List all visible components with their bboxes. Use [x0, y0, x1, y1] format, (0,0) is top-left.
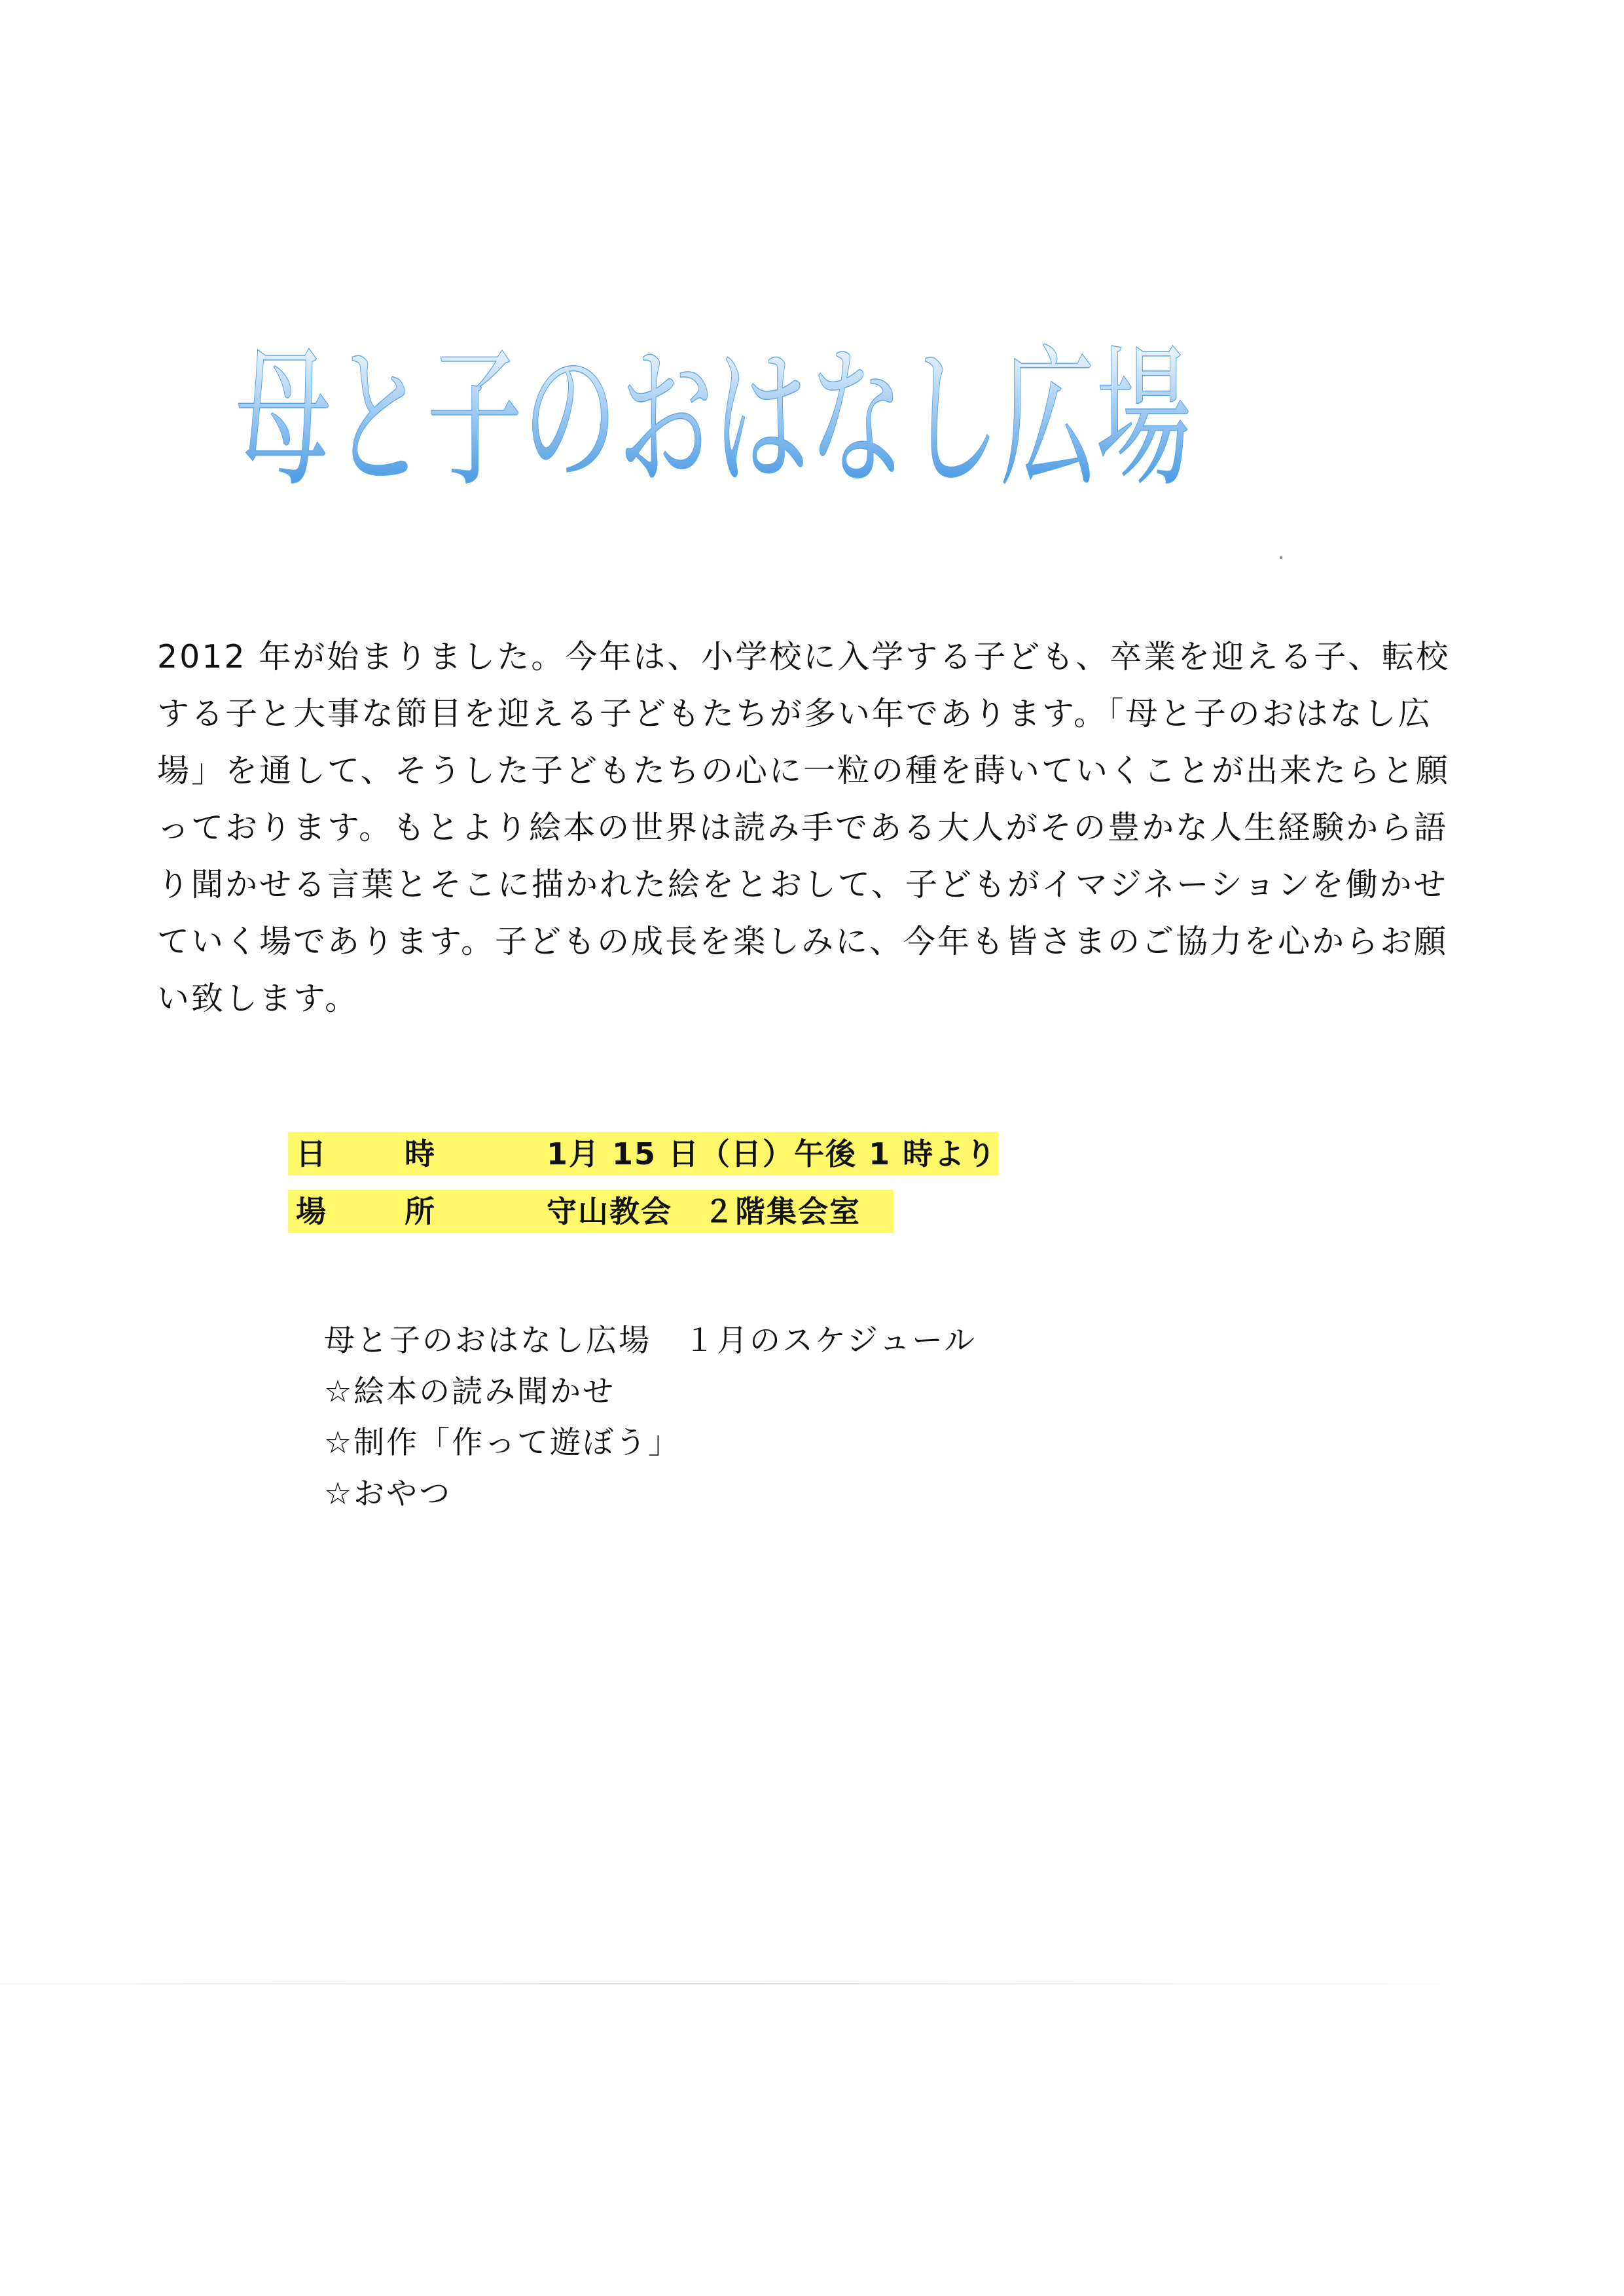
event-place-row [288, 1190, 893, 1233]
title-text: 母と子のおはなし広場 [236, 331, 1191, 507]
schedule-item: ☆制作「作って遊ぼう」 [324, 1425, 681, 1461]
event-date-row [288, 1132, 998, 1175]
schedule-heading: 母と子のおはなし広場 １月のスケジュール [324, 1323, 977, 1359]
scan-artifact-line [0, 1983, 1440, 1984]
schedule-list [324, 1316, 1437, 1520]
place-label: 場所 [296, 1194, 513, 1229]
date-value: 1月 15 日（日）午後 1 時より [547, 1136, 998, 1172]
schedule-item: ☆絵本の読み聞かせ [324, 1374, 616, 1410]
scan-speck [1280, 556, 1282, 559]
intro-paragraph: 2012 年が始まりました。今年は、小学校に入学する子ども、卒業を迎える子、転校する子と大事な節目を迎える子どもたちが多い年であります。「母と子のおはなし広場」を通して、そうした子どもたちの心に一粒の種を蒔いていくことが出来たらと願っております。もとより絵本の世界は読み手である大人がその豊かな人生経験から語り聞かせる言葉とそこに描かれた絵をとおして、子どもがイマジネーションを働かせていく場であります。子どもの成長を楽しみに、今年も皆さまのご協力を心からお願い致します。 [157, 638, 1451, 1017]
page-title [236, 308, 1283, 543]
title-graphic [236, 308, 1283, 543]
date-label: 日時 [296, 1136, 513, 1172]
schedule-item: ☆おやつ [324, 1476, 452, 1512]
place-value: 守山教会 ２階集会室 [547, 1194, 861, 1229]
